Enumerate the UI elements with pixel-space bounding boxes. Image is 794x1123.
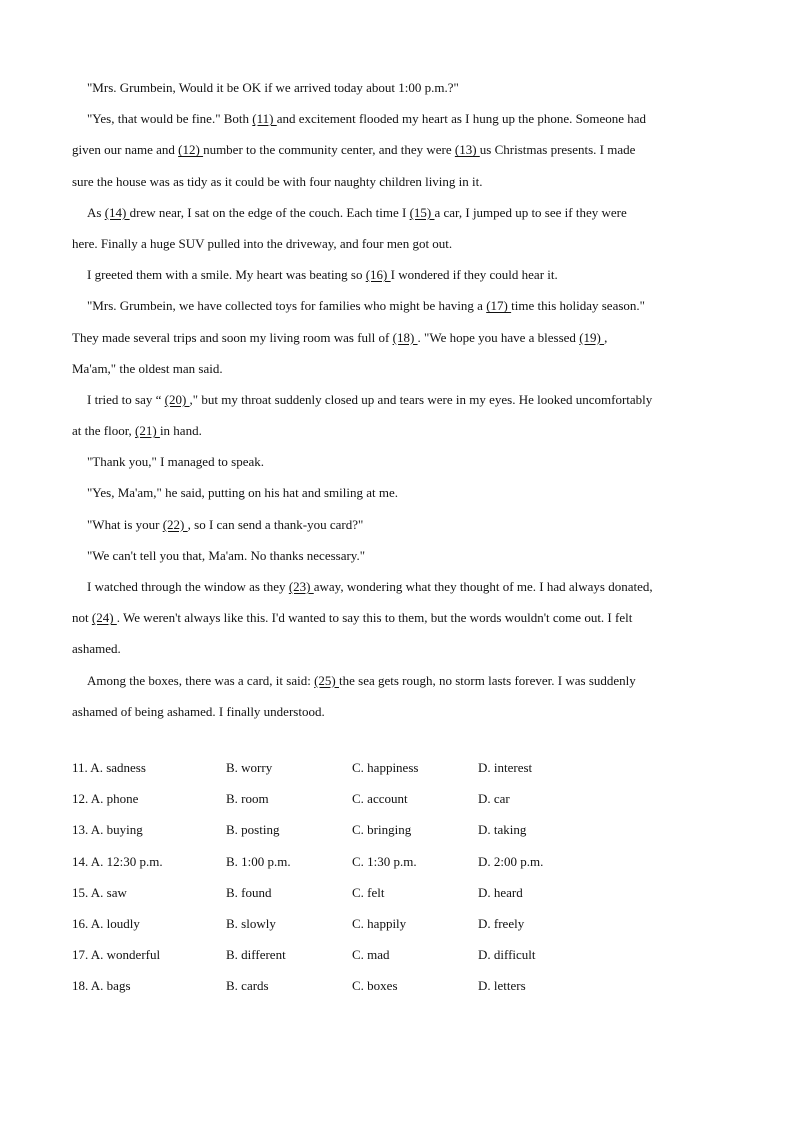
passage-text: time this holiday season." — [511, 298, 645, 314]
option-a: 12. A. phone — [72, 791, 139, 807]
passage-text: and excitement flooded my heart as I hung up the phone. Someone had — [276, 111, 647, 127]
option-a: 14. A. 12:30 p.m. — [72, 853, 163, 869]
paragraph-7-line-1 — [72, 446, 724, 477]
option-b: B. found — [226, 884, 272, 900]
option-a: 11. A. sadness — [72, 760, 146, 775]
passage-text: "We can't tell you that, Ma'am. No thanks necessary." — [87, 547, 366, 563]
question-row-17 — [72, 939, 724, 970]
passage-text: "Thank you," I managed to speak. — [87, 454, 265, 470]
passage-text: given our name and — [72, 142, 179, 158]
paragraph-9-line-1 — [72, 509, 724, 540]
option-c: C. mad — [352, 947, 390, 963]
option-d: D. taking — [478, 822, 527, 838]
option-d: D. heard — [478, 884, 523, 900]
passage-text: in hand. — [159, 423, 202, 439]
blank-13: (13) — [454, 142, 480, 158]
paragraph-4-line-1 — [72, 259, 724, 290]
passage-text: at the floor, — [72, 423, 136, 439]
option-d: D. interest — [478, 760, 533, 775]
option-a: 13. A. buying — [72, 822, 143, 838]
option-c: C. happily — [352, 915, 407, 931]
paragraph-12-line-2 — [72, 696, 724, 727]
passage-text: , so I can send a thank-you card?" — [187, 516, 364, 532]
passage-text: I wondered if they could hear it. — [390, 267, 558, 283]
passage-text: . "We hope you have a blessed — [417, 329, 580, 345]
passage-text: ashamed. — [72, 641, 121, 657]
blank-19: (19) — [579, 329, 605, 345]
option-b: B. room — [226, 791, 269, 807]
passage-text: Ma'am," the oldest man said. — [72, 360, 223, 376]
paragraph-11-line-1 — [72, 571, 724, 602]
blank-21: (21) — [135, 423, 160, 439]
passage-text: "Mrs. Grumbein, we have collected toys for families who might be having a — [87, 298, 487, 314]
passage-text: away, wondering what they thought of me. I had always donated, — [313, 579, 653, 594]
paragraph-8-line-1 — [72, 477, 724, 508]
paragraph-5-line-2 — [72, 322, 724, 353]
cloze-passage — [72, 72, 724, 727]
paragraph-12-line-1 — [72, 665, 724, 696]
passage-text: I tried to say “ — [87, 391, 165, 407]
passage-text: "Mrs. Grumbein, Would it be OK if we arrived today about 1:00 p.m.?" — [87, 80, 459, 95]
paragraph-3-line-2 — [72, 228, 724, 259]
option-d: D. freely — [478, 915, 525, 931]
passage-text: ," but my throat suddenly closed up and tears were in my eyes. He looked uncomfortably — [189, 391, 653, 407]
question-row-13 — [72, 814, 724, 845]
option-b: B. slowly — [226, 915, 276, 931]
passage-text: number to the community center, and they were — [203, 142, 455, 158]
blank-24: (24) — [91, 610, 117, 626]
blank-11: (11) — [252, 111, 277, 127]
blank-23: (23) — [288, 579, 314, 594]
paragraph-2-line-1 — [72, 103, 724, 134]
paragraph-6-line-1 — [72, 384, 724, 415]
passage-text: . We weren't always like this. I'd wanted to say this to them, but the words wouldn't come out. I felt — [116, 610, 633, 626]
passage-text: ashamed of being ashamed. I finally understood. — [72, 703, 325, 719]
blank-12: (12) — [178, 142, 204, 158]
option-b: B. worry — [226, 760, 273, 775]
passage-text: the sea gets rough, no storm lasts forever. I was suddenly — [339, 672, 636, 688]
option-b: B. cards — [226, 978, 269, 994]
option-b: B. 1:00 p.m. — [226, 853, 291, 869]
passage-text: "Yes, Ma'am," he said, putting on his hat and smiling at me. — [87, 485, 398, 501]
passage-text: I watched through the window as they — [87, 579, 289, 594]
passage-text: here. Finally a huge SUV pulled into the driveway, and four men got out. — [72, 235, 453, 251]
passage-text: not — [72, 610, 92, 626]
blank-14: (14) — [104, 204, 130, 220]
option-c: C. felt — [352, 884, 385, 900]
option-d: D. letters — [478, 978, 526, 994]
paragraph-11-line-2 — [72, 602, 724, 633]
passage-text: sure the house was as tidy as it could be with four naughty children living in it. — [72, 173, 483, 189]
option-a: 16. A. loudly — [72, 915, 140, 931]
option-c: C. boxes — [352, 978, 398, 994]
passage-text: I greeted them with a smile. My heart was beating so — [87, 267, 366, 283]
passage-text: drew near, I sat on the edge of the couch. Each time I — [129, 204, 410, 220]
paragraph-11-line-3 — [72, 633, 724, 664]
option-d: D. car — [478, 791, 510, 807]
option-a: 18. A. bags — [72, 978, 131, 994]
passage-text: "What is your — [87, 516, 163, 532]
paragraph-3-line-1 — [72, 197, 724, 228]
option-c: C. happiness — [352, 760, 419, 775]
option-c: C. bringing — [352, 822, 412, 838]
option-d: D. 2:00 p.m. — [478, 853, 544, 869]
paragraph-5-line-1 — [72, 290, 724, 321]
passage-text: "Yes, that would be fine." Both — [87, 111, 253, 127]
question-row-11 — [72, 752, 724, 783]
passage-text: a car, I jumped up to see if they were — [434, 204, 627, 220]
blank-18: (18) — [392, 329, 418, 345]
question-row-15 — [72, 877, 724, 908]
passage-text: , — [604, 329, 608, 345]
passage-text: Among the boxes, there was a card, it said: — [87, 672, 315, 688]
paragraph-1-line-1 — [72, 72, 724, 103]
question-row-18 — [72, 970, 724, 1001]
option-a: 17. A. wonderful — [72, 947, 161, 963]
question-row-16 — [72, 908, 724, 939]
option-c: C. 1:30 p.m. — [352, 853, 417, 869]
option-c: C. account — [352, 791, 408, 807]
paragraph-6-line-2 — [72, 415, 724, 446]
blank-16: (16) — [365, 267, 391, 283]
paragraph-2-line-2 — [72, 134, 724, 165]
paragraph-2-line-3 — [72, 166, 724, 197]
blank-25: (25) — [314, 672, 339, 688]
option-a: 15. A. saw — [72, 884, 127, 900]
option-b: B. different — [226, 947, 286, 963]
passage-text: They made several trips and soon my living room was full of — [72, 329, 393, 345]
answer-options — [72, 752, 724, 1002]
passage-text: As — [87, 204, 105, 220]
question-row-14 — [72, 846, 724, 877]
blank-15: (15) — [409, 204, 435, 220]
question-row-12 — [72, 783, 724, 814]
passage-text: us Christmas presents. I made — [479, 142, 636, 158]
blank-22: (22) — [162, 516, 188, 532]
paragraph-5-line-3 — [72, 353, 724, 384]
option-b: B. posting — [226, 822, 280, 838]
paragraph-10-line-1 — [72, 540, 724, 571]
option-d: D. difficult — [478, 947, 536, 963]
blank-17: (17) — [486, 298, 512, 314]
blank-20: (20) — [164, 391, 190, 407]
